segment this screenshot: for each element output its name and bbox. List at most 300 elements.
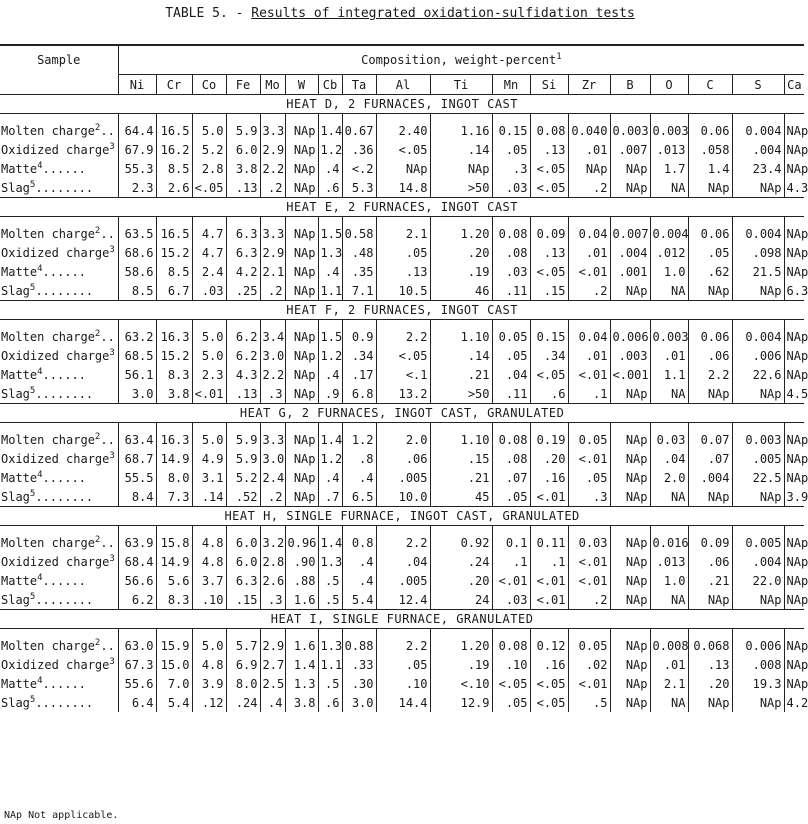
spacer-cell — [530, 423, 568, 431]
spacer-cell — [568, 423, 610, 431]
value-cell-co: 4.8 — [192, 552, 226, 571]
value-cell-o: .01 — [650, 346, 688, 365]
spacer-cell — [530, 320, 568, 328]
value-cell-ca: NAp — [784, 262, 804, 281]
sample-label-leader: .. — [100, 638, 115, 653]
element-header-cb: Cb — [318, 75, 342, 95]
sample-footnote-marker: 2 — [94, 328, 101, 339]
spacer-cell — [430, 423, 492, 431]
value-cell-mn: .05 — [492, 346, 530, 365]
value-cell-ta: 7.1 — [342, 281, 376, 301]
spacer-cell — [318, 114, 342, 122]
value-cell-w: 1.4 — [285, 655, 318, 674]
value-cell-al: 10.5 — [376, 281, 430, 301]
spacer-cell — [0, 114, 118, 122]
sample-footnote-marker: 2 — [94, 431, 101, 442]
value-cell-mo: 3.4 — [260, 327, 285, 346]
element-header-o: O — [650, 75, 688, 95]
value-cell-ca: NAp — [784, 243, 804, 262]
value-cell-c: 0.06 — [688, 224, 732, 243]
value-cell-b: NAp — [610, 674, 650, 693]
value-cell-cr: 7.3 — [156, 487, 192, 507]
value-cell-b: NAp — [610, 552, 650, 571]
value-cell-si: 0.08 — [530, 121, 568, 140]
value-cell-zr: .05 — [568, 468, 610, 487]
value-cell-b: NAp — [610, 571, 650, 590]
value-cell-b: NAp — [610, 159, 650, 178]
spacer-cell — [260, 423, 285, 431]
sample-footnote-marker: 2 — [94, 225, 101, 236]
value-cell-s: .008 — [732, 655, 784, 674]
table-row — [0, 140, 804, 159]
value-cell-ti: .19 — [430, 655, 492, 674]
value-cell-ti: 12.9 — [430, 693, 492, 712]
value-cell-co: 4.9 — [192, 449, 226, 468]
spacer-cell — [118, 423, 156, 431]
value-cell-cb: .4 — [318, 468, 342, 487]
value-cell-ta: 3.0 — [342, 693, 376, 712]
sample-footnote-marker: 5 — [29, 694, 36, 705]
value-cell-o: 0.003 — [650, 121, 688, 140]
value-cell-cb: 1.3 — [318, 552, 342, 571]
value-cell-c: .06 — [688, 552, 732, 571]
value-cell-ta: .4 — [342, 468, 376, 487]
spacer-cell — [784, 423, 804, 431]
value-cell-ti: 46 — [430, 281, 492, 301]
value-cell-zr: 0.05 — [568, 430, 610, 449]
spacer-cell — [784, 629, 804, 637]
sample-label-text: Slag — [1, 695, 30, 710]
value-cell-b: NAp — [610, 693, 650, 712]
value-cell-s: .005 — [732, 449, 784, 468]
sample-label-text: Oxidized charge — [1, 142, 110, 157]
value-cell-s: 0.005 — [732, 533, 784, 552]
value-cell-mn: 0.08 — [492, 430, 530, 449]
table-row — [0, 571, 804, 590]
spacer-cell — [568, 629, 610, 637]
spacer-row — [0, 320, 804, 328]
value-cell-ca: 6.3 — [784, 281, 804, 301]
value-cell-al: .10 — [376, 674, 430, 693]
spacer-cell — [318, 217, 342, 225]
value-cell-zr: .5 — [568, 693, 610, 712]
value-cell-cb: .5 — [318, 590, 342, 610]
value-cell-zr: 0.03 — [568, 533, 610, 552]
value-cell-co: .12 — [192, 693, 226, 712]
value-cell-s: 0.004 — [732, 121, 784, 140]
value-cell-ti: 1.10 — [430, 430, 492, 449]
value-cell-mo: 2.9 — [260, 140, 285, 159]
value-cell-cr: 15.8 — [156, 533, 192, 552]
value-cell-ta: .4 — [342, 552, 376, 571]
spacer-cell — [118, 114, 156, 122]
value-cell-w: .88 — [285, 571, 318, 590]
sample-label — [0, 449, 118, 468]
value-cell-s: .098 — [732, 243, 784, 262]
value-cell-b: NAp — [610, 178, 650, 198]
value-cell-si: .6 — [530, 384, 568, 404]
value-cell-mo: 2.8 — [260, 552, 285, 571]
sample-label-leader: .. — [100, 535, 115, 550]
value-cell-si: <.05 — [530, 262, 568, 281]
value-cell-cb: 1.5 — [318, 224, 342, 243]
value-cell-ca: 3.9 — [784, 487, 804, 507]
value-cell-ca: NAp — [784, 636, 804, 655]
value-cell-ti: .20 — [430, 243, 492, 262]
value-cell-c: 0.06 — [688, 327, 732, 346]
value-cell-c: .07 — [688, 449, 732, 468]
spacer-cell — [784, 114, 804, 122]
value-cell-mn: 0.05 — [492, 327, 530, 346]
spacer-cell — [492, 526, 530, 534]
spacer-cell — [342, 526, 376, 534]
spacer-cell — [285, 114, 318, 122]
value-cell-mn: <.01 — [492, 571, 530, 590]
value-cell-cr: 16.5 — [156, 121, 192, 140]
value-cell-mo: 2.2 — [260, 365, 285, 384]
table-row — [0, 262, 804, 281]
value-cell-ti: 1.16 — [430, 121, 492, 140]
value-cell-w: NAp — [285, 243, 318, 262]
value-cell-cr: 16.3 — [156, 327, 192, 346]
value-cell-ti: .19 — [430, 262, 492, 281]
spacer-cell — [376, 423, 430, 431]
value-cell-al: 2.2 — [376, 533, 430, 552]
value-cell-ca: NAp — [784, 655, 804, 674]
value-cell-cr: 15.9 — [156, 636, 192, 655]
value-cell-mn: 0.08 — [492, 224, 530, 243]
sample-footnote-marker: 5 — [29, 179, 36, 190]
spacer-cell — [226, 629, 260, 637]
value-cell-co: 4.7 — [192, 243, 226, 262]
value-cell-si: <.01 — [530, 590, 568, 610]
spacer-cell — [376, 629, 430, 637]
value-cell-c: NAp — [688, 384, 732, 404]
value-cell-ca: NAp — [784, 552, 804, 571]
value-cell-zr: <.01 — [568, 449, 610, 468]
value-cell-fe: 6.0 — [226, 552, 260, 571]
value-cell-ca: NAp — [784, 121, 804, 140]
value-cell-ta: 6.5 — [342, 487, 376, 507]
value-cell-cr: 16.3 — [156, 430, 192, 449]
value-cell-cb: 1.4 — [318, 430, 342, 449]
value-cell-b: 0.003 — [610, 121, 650, 140]
spacer-cell — [430, 114, 492, 122]
value-cell-w: NAp — [285, 384, 318, 404]
sample-label — [0, 468, 118, 487]
spacer-cell — [318, 526, 342, 534]
spacer-cell — [688, 423, 732, 431]
spacer-cell — [156, 423, 192, 431]
value-cell-si: <.01 — [530, 571, 568, 590]
spacer-cell — [0, 526, 118, 534]
value-cell-mn: .05 — [492, 693, 530, 712]
value-cell-cb: .6 — [318, 178, 342, 198]
value-cell-mn: .03 — [492, 590, 530, 610]
value-cell-fe: 6.9 — [226, 655, 260, 674]
element-header-si: Si — [530, 75, 568, 95]
value-cell-b: .001 — [610, 262, 650, 281]
value-cell-ni: 56.1 — [124, 367, 154, 382]
value-cell-si: <.05 — [530, 674, 568, 693]
sample-label-text: Slag — [1, 489, 30, 504]
value-cell-fe: .13 — [226, 384, 260, 404]
value-cell-si: 0.19 — [530, 430, 568, 449]
value-cell-c: 0.068 — [688, 636, 732, 655]
sample-label-text: Matte — [1, 367, 38, 382]
value-cell-ti: 0.92 — [430, 533, 492, 552]
value-cell-al: 10.0 — [376, 487, 430, 507]
value-cell-o: 1.0 — [650, 571, 688, 590]
value-cell-ta: .30 — [342, 674, 376, 693]
table-row — [0, 674, 804, 693]
value-cell-ca: 4.3 — [784, 178, 804, 198]
sample-label — [0, 243, 118, 262]
value-cell-zr: <.01 — [568, 571, 610, 590]
value-cell-al: 13.2 — [376, 384, 430, 404]
sample-label-text: Oxidized charge — [1, 657, 110, 672]
value-cell-fe: .25 — [226, 281, 260, 301]
value-cell-b: .007 — [610, 140, 650, 159]
value-cell-co: .14 — [192, 487, 226, 507]
spacer-cell — [318, 423, 342, 431]
value-cell-s: 0.006 — [732, 636, 784, 655]
spacer-cell — [118, 629, 156, 637]
sample-footnote-marker: 5 — [29, 591, 36, 602]
value-cell-b: <.001 — [610, 365, 650, 384]
value-cell-fe: 6.2 — [226, 327, 260, 346]
value-cell-ca: 4.5 — [784, 384, 804, 404]
value-cell-cb: 1.4 — [318, 533, 342, 552]
value-cell-mn: .04 — [492, 365, 530, 384]
value-cell-ti: .15 — [430, 449, 492, 468]
value-cell-s: 0.003 — [732, 430, 784, 449]
value-cell-o: 0.03 — [650, 430, 688, 449]
value-cell-ni: 6.4 — [131, 695, 154, 710]
value-cell-cb: .4 — [318, 159, 342, 178]
value-cell-zr: <.01 — [568, 674, 610, 693]
value-cell-b: NAp — [610, 430, 650, 449]
value-cell-si: .15 — [530, 281, 568, 301]
spacer-cell — [688, 320, 732, 328]
value-cell-cb: 1.5 — [318, 327, 342, 346]
spacer-cell — [285, 320, 318, 328]
value-cell-o: 2.0 — [650, 468, 688, 487]
spacer-cell — [610, 114, 650, 122]
sample-label-text: Molten charge — [1, 226, 95, 241]
value-cell-cr: 16.2 — [156, 140, 192, 159]
spacer-cell — [732, 217, 784, 225]
spacer-cell — [0, 217, 118, 225]
spacer-cell — [732, 320, 784, 328]
value-cell-b: .004 — [610, 243, 650, 262]
value-cell-zr: .01 — [568, 140, 610, 159]
value-cell-mn: 0.15 — [492, 121, 530, 140]
value-cell-cb: 1.1 — [318, 281, 342, 301]
sample-label-leader: ........ — [35, 592, 94, 607]
heat-heading: HEAT F, 2 FURNACES, INGOT CAST — [0, 301, 804, 320]
value-cell-o: NA — [650, 590, 688, 610]
value-cell-mo: 2.9 — [260, 636, 285, 655]
sample-label — [0, 121, 118, 140]
value-cell-c: .62 — [688, 262, 732, 281]
value-cell-ta: 0.58 — [342, 224, 376, 243]
sample-footnote-marker: 5 — [29, 282, 36, 293]
value-cell-mo: 2.6 — [260, 571, 285, 590]
value-cell-zr: .2 — [568, 178, 610, 198]
value-cell-cb: 1.1 — [318, 655, 342, 674]
value-cell-ti: NAp — [430, 159, 492, 178]
value-cell-zr: .3 — [568, 487, 610, 507]
value-cell-cr: 6.7 — [156, 281, 192, 301]
table-row — [0, 533, 804, 552]
heat-heading: HEAT G, 2 FURNACES, INGOT CAST, GRANULATED — [0, 404, 804, 423]
value-cell-ti: 1.10 — [430, 327, 492, 346]
value-cell-mn: .11 — [492, 281, 530, 301]
value-cell-co: 2.8 — [192, 159, 226, 178]
value-cell-w: NAp — [285, 468, 318, 487]
value-cell-si: <.05 — [530, 365, 568, 384]
value-cell-mn: <.05 — [492, 674, 530, 693]
sample-label-leader: ...... — [42, 264, 86, 279]
value-cell-s: .006 — [732, 346, 784, 365]
value-cell-c: .004 — [688, 468, 732, 487]
value-cell-mn: .05 — [492, 487, 530, 507]
value-cell-o: .012 — [650, 243, 688, 262]
value-cell-c: .058 — [688, 140, 732, 159]
value-cell-c: 0.09 — [688, 533, 732, 552]
value-cell-w: 0.96 — [285, 533, 318, 552]
value-cell-al: .06 — [376, 449, 430, 468]
spacer-cell — [650, 423, 688, 431]
spacer-cell — [492, 217, 530, 225]
value-cell-ni: 55.6 — [124, 676, 154, 691]
value-cell-s: 23.4 — [732, 159, 784, 178]
value-cell-zr: .1 — [568, 384, 610, 404]
value-cell-b: NAp — [610, 636, 650, 655]
value-cell-al: .05 — [376, 655, 430, 674]
value-cell-ca: NAp — [784, 449, 804, 468]
element-header-al: Al — [376, 75, 430, 95]
value-cell-ti: 1.20 — [430, 224, 492, 243]
value-cell-o: NA — [650, 281, 688, 301]
spacer-cell — [342, 320, 376, 328]
spacer-cell — [568, 217, 610, 225]
value-cell-ni: 68.6 — [124, 245, 154, 260]
value-cell-ni: 8.5 — [131, 283, 154, 298]
value-cell-w: 1.3 — [285, 674, 318, 693]
spacer-cell — [430, 217, 492, 225]
spacer-cell — [784, 526, 804, 534]
value-cell-b: NAp — [610, 468, 650, 487]
sample-label — [0, 140, 118, 159]
value-cell-c: .21 — [688, 571, 732, 590]
value-cell-fe: 5.9 — [226, 430, 260, 449]
value-cell-si: .16 — [530, 655, 568, 674]
sample-label-leader: .. — [100, 226, 115, 241]
value-cell-mo: .4 — [260, 693, 285, 712]
spacer-cell — [226, 526, 260, 534]
value-cell-o: 1.7 — [650, 159, 688, 178]
table-row — [0, 449, 804, 468]
sample-label-text: Oxidized charge — [1, 348, 110, 363]
spacer-cell — [342, 114, 376, 122]
spacer-cell — [156, 526, 192, 534]
spacer-cell — [650, 320, 688, 328]
value-cell-zr: .2 — [568, 281, 610, 301]
value-cell-cr: 8.5 — [156, 159, 192, 178]
value-cell-si: 0.11 — [530, 533, 568, 552]
value-cell-ni: 63.0 — [124, 638, 154, 653]
element-header-s: S — [732, 75, 784, 95]
value-cell-co: 3.9 — [192, 674, 226, 693]
spacer-cell — [610, 629, 650, 637]
value-cell-si: 0.12 — [530, 636, 568, 655]
value-cell-co: 2.4 — [192, 262, 226, 281]
value-cell-cr: 14.9 — [156, 449, 192, 468]
element-header-mn: Mn — [492, 75, 530, 95]
value-cell-ni: 58.6 — [124, 264, 154, 279]
value-cell-ta: 5.4 — [342, 590, 376, 610]
value-cell-zr: .2 — [568, 590, 610, 610]
value-cell-ni: 63.2 — [124, 329, 154, 344]
value-cell-zr: .01 — [568, 243, 610, 262]
sample-label — [0, 571, 118, 590]
value-cell-mn: .05 — [492, 140, 530, 159]
sample-label-leader: .. — [100, 123, 115, 138]
value-cell-c: .05 — [688, 243, 732, 262]
sample-label — [0, 552, 118, 571]
table-row — [0, 346, 804, 365]
value-cell-al: 14.4 — [376, 693, 430, 712]
footnote: NAp Not applicable. — [4, 810, 119, 821]
value-cell-ni: 68.4 — [124, 554, 154, 569]
value-cell-zr: 0.05 — [568, 636, 610, 655]
value-cell-ta: 5.3 — [342, 178, 376, 198]
value-cell-ta: .34 — [342, 346, 376, 365]
value-cell-al: <.05 — [376, 346, 430, 365]
value-cell-cr: 15.0 — [156, 655, 192, 674]
value-cell-co: 5.0 — [192, 121, 226, 140]
value-cell-s: 22.5 — [732, 468, 784, 487]
sample-label-text: Oxidized charge — [1, 245, 110, 260]
value-cell-c: 0.06 — [688, 121, 732, 140]
value-cell-c: 2.2 — [688, 365, 732, 384]
spacer-cell — [732, 526, 784, 534]
spacer-cell — [732, 423, 784, 431]
value-cell-mo: 2.7 — [260, 655, 285, 674]
spacer-cell — [376, 217, 430, 225]
spacer-cell — [226, 423, 260, 431]
value-cell-ti: .24 — [430, 552, 492, 571]
heat-heading: HEAT E, 2 FURNACES, INGOT CAST — [0, 198, 804, 217]
value-cell-ta: 0.88 — [342, 636, 376, 655]
value-cell-s: NAp — [732, 178, 784, 198]
spacer-cell — [376, 320, 430, 328]
value-cell-ta: 0.8 — [342, 533, 376, 552]
sample-label-text: Molten charge — [1, 535, 95, 550]
value-cell-ni: 68.7 — [124, 451, 154, 466]
value-cell-mn: 0.1 — [492, 533, 530, 552]
sample-label — [0, 178, 118, 198]
value-cell-co: <.05 — [192, 178, 226, 198]
value-cell-ca: NAp — [784, 159, 804, 178]
sample-label-text: Slag — [1, 283, 30, 298]
value-cell-al: 12.4 — [376, 590, 430, 610]
value-cell-o: NA — [650, 178, 688, 198]
spacer-cell — [530, 114, 568, 122]
value-cell-cb: .7 — [318, 487, 342, 507]
